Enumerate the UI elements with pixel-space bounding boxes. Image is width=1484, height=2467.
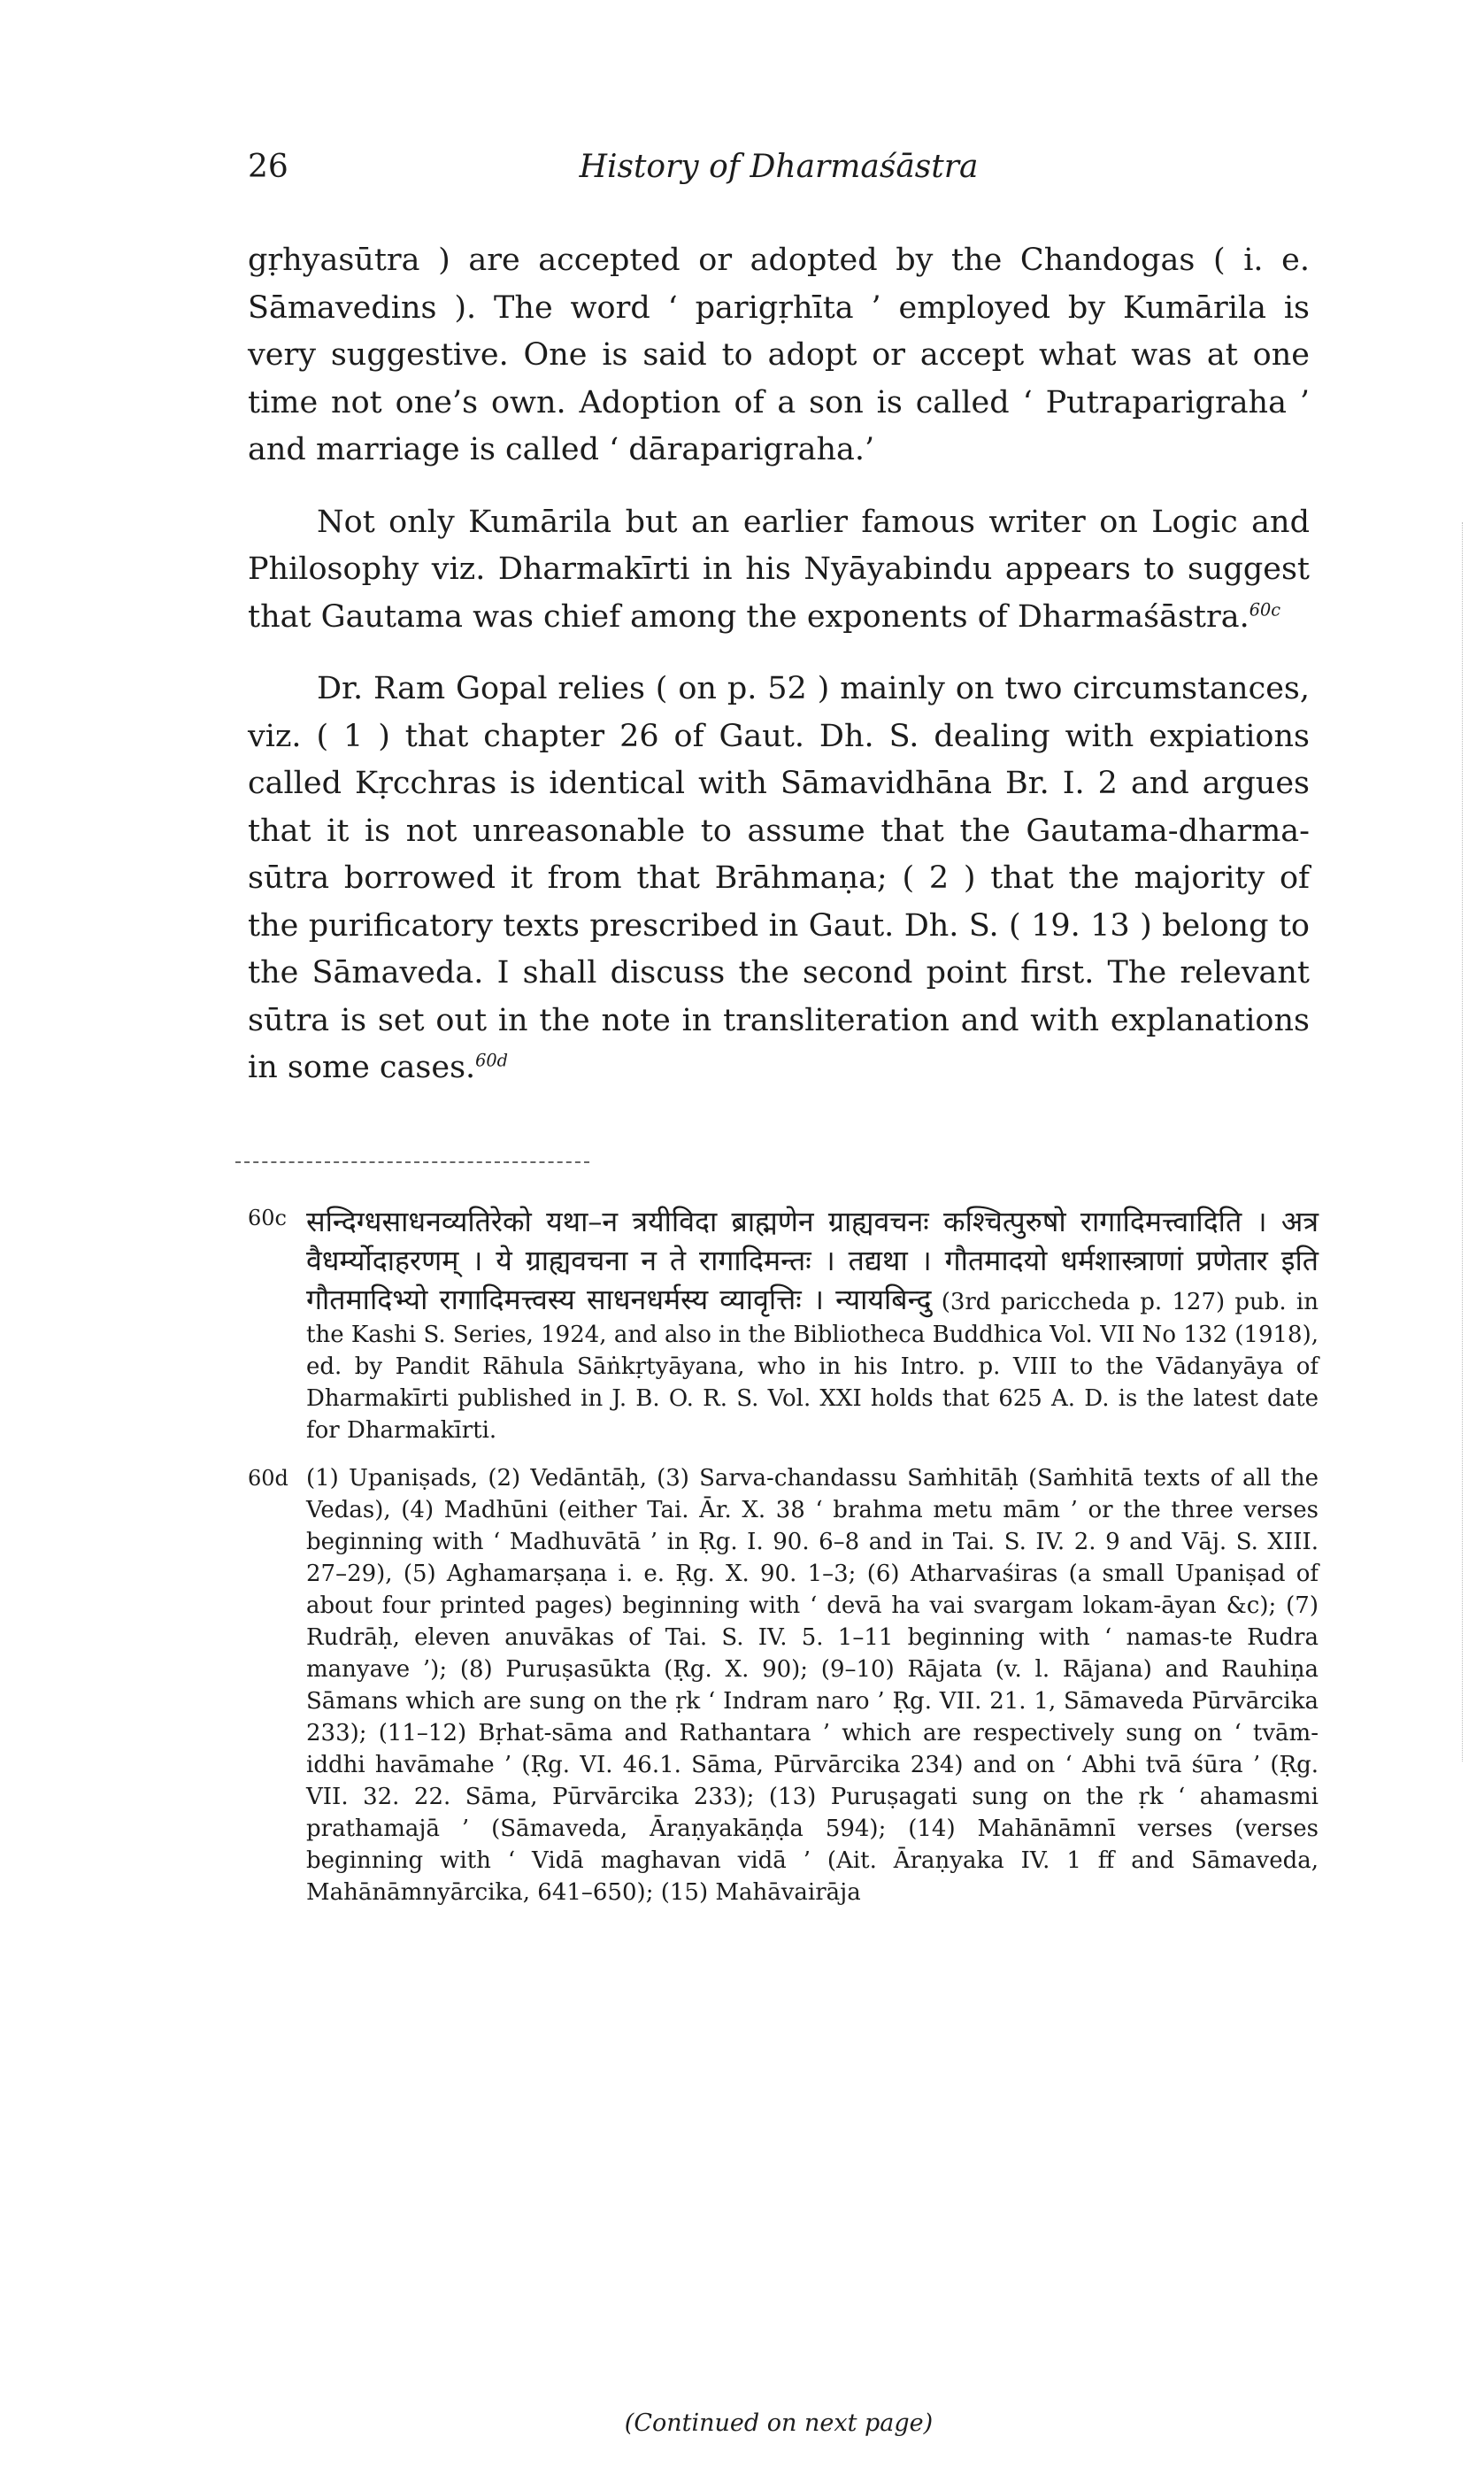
paragraph-3-text: Dr. Ram Gopal relies ( on p. 52 ) mainly on two circumstances, viz. ( 1 ) that chapter 26 of Gaut. Dh. S. dealing with expiations called Kṛcchras is identical with Sāmavidhāna Br. I. 2 and argues that it is not unreasonable to assume that the Gautama-dharma-sūtra borrowed it from that Brāhmaṇa; ( 2 ) that the majority of the purificatory texts prescribed in Gaut. Dh. S. ( 19. 13 ) belong to the Sāmaveda. I shall discuss the second point first. The relevant sūtra is set out in the note in transliteration and with explanations in some cases.: [248, 671, 1310, 1085]
paragraph-2-text: Not only Kumārila but an earlier famous writer on Logic and Philosophy viz. Dharmakīrti in his Nyāyabindu appears to suggest that Gautama was chief among the exponents of Dharmaśāstra.: [248, 504, 1310, 635]
footnote-divider: [235, 1161, 589, 1163]
footnote-ref-60c[interactable]: 60c: [1249, 598, 1280, 620]
paragraph-1: [248, 237, 1310, 474]
continued-note: (Continued on next page): [624, 2409, 934, 2437]
page-header: [248, 149, 1310, 202]
footnote-60c: [248, 1202, 1319, 1446]
running-title: History of Dharmaśāstra: [579, 149, 979, 185]
footnote-ref-60d[interactable]: 60d: [475, 1050, 508, 1071]
page-number: 26: [248, 149, 288, 185]
footnotes: [248, 1202, 1319, 1924]
footnote-mark: 60c: [248, 1206, 287, 1230]
footnote-mark: 60d: [248, 1466, 288, 1491]
footnote-60d: [248, 1462, 1319, 1908]
main-text: [248, 237, 1310, 1117]
footnote-text: (3rd pariccheda p. 127) pub. in the Kashi S. Series, 1924, and also in the Bibliotheca Buddhica Vol. VII No 132 (1918), ed. by Pandit Rāhula Sāṅkṛtyāyana, who in his Intro. p. VIII to the Vādanyāya of Dharmakīrti published in J. B. O. R. S. Vol. XXI holds that 625 A. D. is the latest date for Dharmakīrti.: [306, 1289, 1319, 1444]
scan-margin-line: [1462, 522, 1463, 1762]
footnote-sanskrit-text: सन्दिग्धसाधनव्यतिरेको यथा–न त्रयीविदा ब्राह्मणेन ग्राह्यवचनः कश्चित्पुरुषो रागादिमत्त्वादिति । अत्र वैधर्म्योदाहरणम् । ये ग्राह्यवचना न ते रागादिमन्तः । तद्यथा । गौतमादयो धर्मशास्त्राणां प्रणेतार इति गौतमादिभ्यो रागादिमत्त्वस्य साधनधर्मस्य व्यावृत्तिः । न्यायबिन्दु: [306, 1205, 1319, 1316]
paragraph-2: [248, 499, 1310, 642]
paragraph-3: [248, 666, 1310, 1092]
paragraph-1-text: gṛhyasūtra ) are accepted or adopted by the Chandogas ( i. e. Sāmavedins ). The word ‘ parigṛhīta ’ employed by Kumārila is very suggestive. One is said to adopt or accept what was at one time not one’s own. Adoption of a son is called ‘ Putraparigraha ’ and marriage is called ‘ dāraparigraha.’: [248, 243, 1310, 467]
footnote-text: (1) Upaniṣads, (2) Vedāntāḥ, (3) Sarva-chandassu Saṁhitāḥ (Saṁhitā texts of all the Vedas), (4) Madhūni (either Tai. Ār. X. 38 ‘ brahma metu mām ’ or the three verses beginning with ‘ Madhuvātā ’ in Ṛg. I. 90. 6–8 and in Tai. S. IV. 2. 9 and Vāj. S. XIII. 27–29), (5) Aghamarṣaṇa i. e. Ṛg. X. 90. 1–3; (6) Atharvaśiras (a small Upaniṣad of about four printed pages) beginning with ‘ devā ha vai svargam lokam-āyan &c); (7) Rudrāḥ, eleven anuvākas of Tai. S. IV. 5. 1–11 beginning with ‘ namas-te Rudra manyave ’); (8) Puruṣasūkta (Ṛg. X. 90); (9–10) Rājata (v. l. Rājana) and Rauhiṇa Sāmans which are sung on the ṛk ‘ Indram naro ’ Ṛg. VII. 21. 1, Sāmaveda Pūrvārcika 233); (11–12) Bṛhat-sāma and Rathantara ’ which are respectively sung on ‘ tvām-iddhi havāmahe ’ (Ṛg. VI. 46.1. Sāma, Pūrvārcika 234) and on ‘ Abhi tvā śūra ’ (Ṛg. VII. 32. 22. Sāma, Pūrvārcika 233); (13) Puruṣagati sung on the ṛk ‘ ahamasmi prathamajā ’ (Sāmaveda, Āraṇyakāṇḍa 594); (14) Mahānāmnī verses (verses beginning with ‘ Vidā maghavan vidā ’ (Ait. Āraṇyaka IV. 1 ff and Sāmaveda, Mahānāmnyārcika, 641–650); (15) Mahāvairāja: [306, 1465, 1319, 1906]
